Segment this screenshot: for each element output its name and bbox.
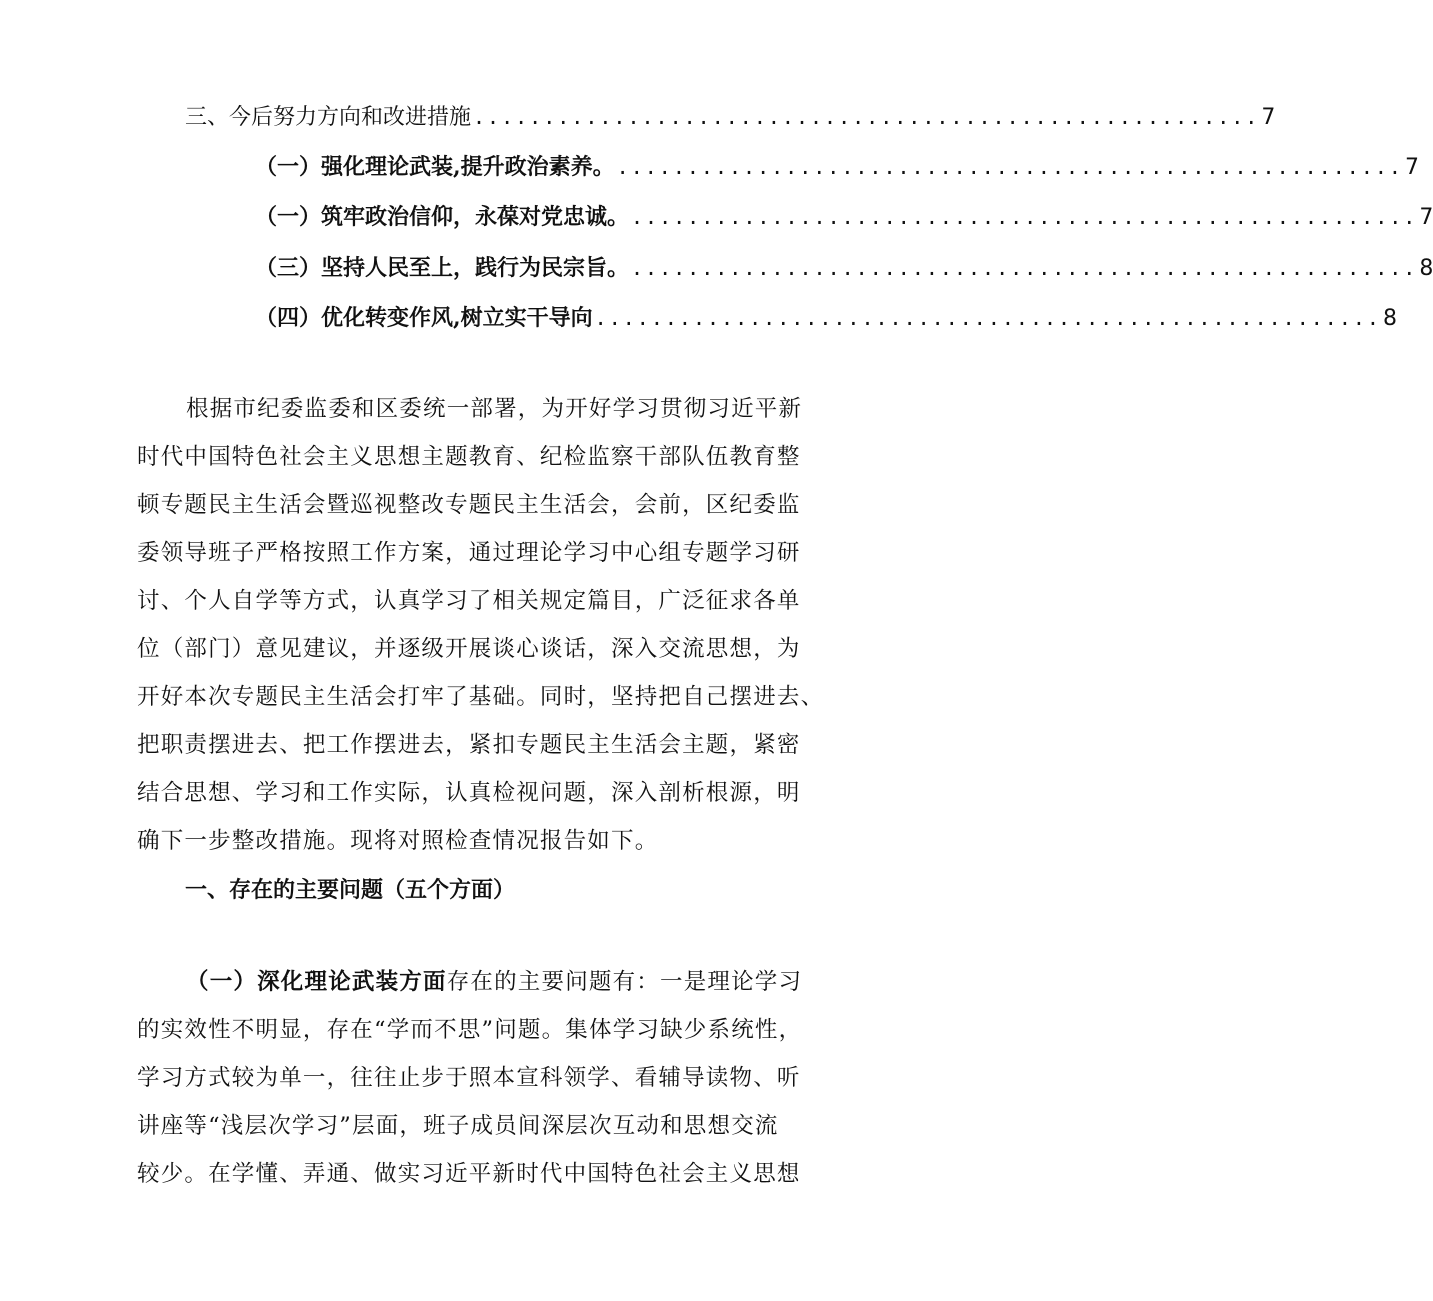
subsection-heading: （一）深化理论武装方面 (186, 969, 447, 995)
toc-entry-title: （四）优化转变作风,树立实干导向 (255, 305, 593, 331)
paragraph-line: 开好本次专题民主生活会打牢了基础。同时，坚持把自己摆进去、 (137, 684, 825, 710)
paragraph-line: 根据市纪委监委和区委统一部署，为开好学习贯彻习近平新 (186, 396, 803, 422)
section-paragraph (137, 958, 803, 1198)
toc-entry[interactable] (255, 301, 1397, 333)
paragraph-line: 把职责摆进去、把工作摆进去，紧扣专题民主生活会主题，紧密 (137, 732, 801, 758)
paragraph-line: 的实效性不明显，存在“学而不思”问题。集体学习缺少系统性， (137, 1017, 803, 1043)
paragraph-line-rest: 存在的主要问题有：一是理论学习 (446, 969, 803, 995)
section-heading: 一、存在的主要问题（五个方面） (185, 877, 516, 903)
toc-entry-page: 7 (1261, 105, 1276, 130)
toc-entry-page: 7 (1419, 205, 1433, 230)
paragraph-line: 顿专题民主生活会暨巡视整改专题民主生活会，会前，区纪委监 (137, 492, 801, 518)
toc-leader-dots: ........................................................ (594, 306, 1381, 330)
toc-entry-title: （一）筑牢政治信仰，永葆对党忠诚。 (255, 204, 630, 230)
paragraph-line: 较少。在学懂、弄通、做实习近平新时代中国特色社会主义思想 (137, 1161, 801, 1187)
paragraph-line: 讨、个人自学等方式，认真学习了相关规定篇目，广泛征求各单 (137, 588, 801, 614)
toc-entry[interactable] (255, 251, 1433, 283)
toc-leader-dots: ........................................................ (631, 256, 1418, 280)
toc-entry-title: （三）坚持人民至上，践行为民宗旨。 (255, 255, 630, 281)
paragraph-line: 确下一步整改措施。现将对照检查情况报告如下。 (137, 828, 659, 854)
paragraph-line: 结合思想、学习和工作实际，认真检视问题，深入剖析根源，明 (137, 780, 801, 806)
paragraph-line: 位（部门）意见建议，并逐级开展谈心谈话，深入交流思想，为 (137, 636, 801, 662)
paragraph-line: 时代中国特色社会主义思想主题教育、纪检监察干部队伍教育整 (137, 444, 801, 470)
toc-leader-dots: ........................................................ (631, 205, 1418, 229)
toc-entry[interactable] (185, 100, 1276, 132)
toc-entry-title: 三、今后努力方向和改进措施 (185, 105, 472, 130)
toc-entry-title: （一）强化理论武装,提升政治素养。 (255, 154, 615, 180)
paragraph-first-line (137, 958, 803, 1006)
toc-entry-page: 7 (1404, 155, 1419, 180)
toc-entry-page: 8 (1419, 256, 1433, 281)
toc-entry[interactable] (255, 200, 1433, 232)
toc-entry[interactable] (255, 150, 1419, 182)
toc-leader-dots: ........................................................ (473, 105, 1260, 129)
toc-entry-page: 8 (1382, 306, 1397, 331)
paragraph-line: 委领导班子严格按照工作方案，通过理论学习中心组专题学习研 (137, 540, 801, 566)
paragraph-line: 讲座等“浅层次学习”层面，班子成员间深层次互动和思想交流 (137, 1113, 779, 1139)
paragraph-line: 学习方式较为单一，往往止步于照本宣科领学、看辅导读物、听 (137, 1065, 801, 1091)
toc-leader-dots: ........................................................ (616, 155, 1403, 179)
intro-paragraph (137, 385, 825, 865)
